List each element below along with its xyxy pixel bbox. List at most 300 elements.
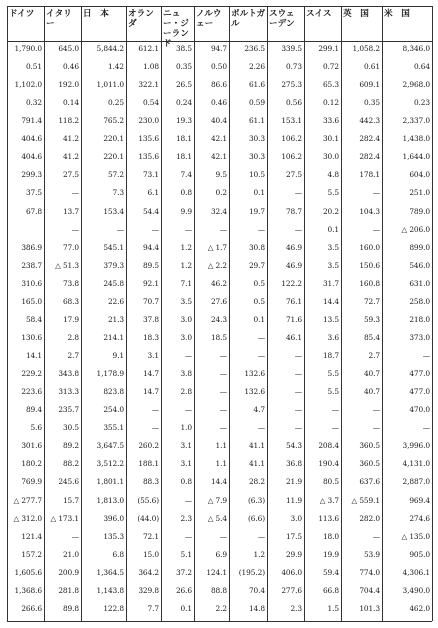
table-cell: 41.2 (62, 152, 79, 162)
table-cell: — (116, 224, 124, 234)
table-cell: 104.3 (359, 206, 380, 216)
table-cell: 27.5 (62, 170, 79, 180)
table-cell: 774.0 (359, 567, 380, 577)
table-cell: — (422, 423, 430, 433)
row-rule (7, 621, 432, 622)
table-cell: 22.6 (107, 296, 124, 306)
table-cell: 58.4 (25, 314, 42, 324)
table-cell: — (71, 224, 79, 234)
table-cell: 214.1 (103, 332, 124, 342)
table-cell: 0.73 (285, 62, 302, 72)
table-cell: 0.5 (253, 278, 265, 288)
table-cell: — (151, 405, 159, 415)
table-cell: — (294, 423, 302, 433)
table-cell: △ 3.7 (319, 495, 339, 505)
table-cell: 0.64 (413, 62, 430, 72)
table-cell: 30.8 (248, 242, 265, 252)
table-cell: 2.3 (180, 513, 192, 523)
table-cell: — (71, 531, 79, 541)
table-cell: — (257, 224, 265, 234)
table-cell: 2,968.0 (402, 80, 430, 90)
table-cell: 545.1 (103, 242, 124, 252)
table-cell: 1.42 (107, 62, 124, 72)
table-cell: — (257, 531, 265, 541)
table-cell: 59.4 (322, 567, 339, 577)
table-cell: 899.0 (409, 242, 430, 252)
table-cell: (44.0) (137, 513, 159, 523)
table-cell: △ 51.3 (55, 260, 79, 270)
table-cell: 477.0 (409, 369, 430, 379)
table-cell: 130.6 (21, 332, 42, 342)
table-cell: 54.4 (142, 206, 159, 216)
table-cell: △ 2.2 (207, 260, 227, 270)
table-cell: 18.1 (175, 152, 192, 162)
table-cell: 379.3 (103, 260, 124, 270)
table-cell: 1,102.0 (14, 80, 42, 90)
table-cell: 28.2 (248, 477, 265, 487)
table-cell: — (184, 224, 192, 234)
table-cell: 118.2 (58, 116, 79, 126)
table-cell: 40.7 (363, 369, 380, 379)
table-cell: 299.1 (318, 44, 339, 53)
table-cell: 0.12 (322, 98, 339, 108)
table-cell: 329.8 (138, 585, 159, 595)
table-cell: 0.1 (327, 224, 339, 234)
table-cell: 404.6 (21, 152, 42, 162)
table-cell: 1,644.0 (402, 152, 430, 162)
table-cell: 61.6 (248, 80, 265, 90)
table-cell: 200.9 (58, 567, 79, 577)
table-cell: 37.2 (175, 567, 192, 577)
table-cell: 6.9 (215, 549, 227, 559)
table-cell: 86.6 (210, 80, 227, 90)
table-cell: — (257, 332, 265, 342)
table-cell: 41.2 (62, 134, 79, 144)
table-cell: 364.2 (138, 567, 159, 577)
table-cell: 70.4 (248, 585, 265, 595)
table-cell: 94.4 (142, 242, 159, 252)
column-header: スウェーデン (269, 9, 295, 29)
table-cell: 0.8 (180, 477, 192, 487)
table-cell: 3.8 (180, 369, 192, 379)
table-cell: 235.7 (58, 405, 79, 415)
table-cell: 29.9 (285, 549, 302, 559)
table-cell: 1,801.1 (96, 477, 124, 487)
table-cell: 89.2 (62, 441, 79, 451)
table-cell: 88.2 (62, 459, 79, 469)
table-cell: — (294, 369, 302, 379)
table-cell: 165.0 (21, 296, 42, 306)
column-header: オランダ (128, 9, 154, 29)
table-cell: 299.3 (21, 170, 42, 180)
table-cell: 18.0 (322, 531, 339, 541)
table-cell: 0.24 (175, 98, 192, 108)
table-cell: 101.3 (359, 603, 380, 613)
table-cell: 3.0 (290, 513, 302, 523)
table-cell: 0.50 (210, 62, 227, 72)
table-cell: △ 5.4 (207, 513, 227, 523)
table-cell: 41.1 (248, 441, 265, 451)
table-cell: — (294, 224, 302, 234)
table-cell: 245.8 (103, 278, 124, 288)
table-cell: 355.1 (103, 423, 124, 433)
table-cell: 89.4 (25, 405, 42, 415)
table-cell: 442.3 (359, 116, 380, 126)
table-cell: 76.1 (285, 296, 302, 306)
table-cell: 1,368.6 (14, 585, 42, 595)
table-cell: — (294, 351, 302, 361)
table-cell: 238.7 (21, 260, 42, 270)
table-cell: 73.8 (62, 278, 79, 288)
table-cell: — (219, 351, 227, 361)
table-cell: 1,605.6 (14, 567, 42, 577)
table-cell (7, 223, 44, 237)
table-cell: 46.9 (285, 242, 302, 252)
table-cell: — (372, 423, 380, 433)
table-cell: 24.3 (210, 314, 227, 324)
table-cell: 0.61 (363, 62, 380, 72)
table-cell: 282.4 (359, 134, 380, 144)
table-cell: 3.0 (180, 314, 192, 324)
table-cell: 70.7 (142, 296, 159, 306)
table-cell: 282.0 (359, 513, 380, 523)
table-cell: 3.5 (180, 296, 192, 306)
table-cell: 54.3 (285, 441, 302, 451)
table-cell: — (331, 423, 339, 433)
table-cell: 26.6 (175, 585, 192, 595)
table-cell: 313.3 (58, 387, 79, 397)
table-cell: 386.9 (21, 242, 42, 252)
table-cell: 30.3 (248, 152, 265, 162)
table-cell: 21.0 (62, 549, 79, 559)
column-rule (432, 6, 433, 621)
table-cell: 282.4 (359, 152, 380, 162)
table-cell: 260.2 (138, 441, 159, 451)
table-cell: 5.5 (327, 369, 339, 379)
table-cell: 15.7 (62, 495, 79, 505)
table-cell: 8,346.0 (402, 44, 430, 53)
table-cell: 9.5 (215, 170, 227, 180)
table-cell: 135.6 (138, 134, 159, 144)
table-cell: — (294, 188, 302, 198)
table-cell: 5,844.2 (96, 44, 124, 53)
table-cell: 7.1 (180, 278, 192, 288)
table-cell: 6.8 (112, 549, 124, 559)
table-cell: 1,011.0 (96, 80, 124, 90)
table-cell: △ 206.0 (401, 224, 430, 234)
table-cell: 9.1 (112, 351, 124, 361)
table-cell: 26.5 (175, 80, 192, 90)
table-cell: 85.4 (363, 332, 380, 342)
table-cell: 266.6 (21, 603, 42, 613)
table-cell: 14.4 (322, 296, 339, 306)
table-cell: 220.1 (103, 152, 124, 162)
table-cell: 17.9 (62, 314, 79, 324)
table-cell: 5.5 (327, 387, 339, 397)
table-cell: 192.0 (58, 80, 79, 90)
table-cell: 251.0 (409, 188, 430, 198)
table-cell: 462.0 (409, 603, 430, 613)
table-cell: 27.5 (285, 170, 302, 180)
table-cell: 153.4 (103, 206, 124, 216)
table-cell: 135.3 (103, 531, 124, 541)
table-cell: 30.1 (322, 134, 339, 144)
table-cell: 29.7 (248, 260, 265, 270)
table-cell: 404.6 (21, 134, 42, 144)
table-cell: 1.2 (180, 242, 192, 252)
table-cell: 0.1 (180, 603, 192, 613)
table-cell: 41.1 (248, 459, 265, 469)
table-cell: 88.3 (142, 477, 159, 487)
table-cell: — (372, 224, 380, 234)
table-cell: 36.8 (285, 459, 302, 469)
table-cell: 0.14 (62, 98, 79, 108)
table-cell: 4,131.0 (402, 459, 430, 469)
table-cell: 612.1 (138, 44, 159, 53)
table-cell: 40.7 (363, 387, 380, 397)
table-cell: 0.8 (180, 188, 192, 198)
table-cell: 30.5 (62, 423, 79, 433)
column-header: スイス (306, 9, 332, 19)
table-cell: 157.2 (21, 549, 42, 559)
table-cell: 0.25 (107, 98, 124, 108)
table-cell: △ 7.9 (207, 495, 227, 505)
table-cell: 2.3 (290, 603, 302, 613)
table-cell: 791.4 (21, 116, 42, 126)
table-cell: (195.2) (238, 567, 265, 577)
table-cell: 17.5 (285, 531, 302, 541)
table-cell: — (372, 405, 380, 415)
table-cell: 4.8 (327, 170, 339, 180)
table-cell: 277.6 (281, 585, 302, 595)
table-cell: △ 135.0 (401, 531, 430, 541)
table-cell: 0.54 (142, 98, 159, 108)
table-cell: 18.1 (175, 134, 192, 144)
table-cell: 30.0 (322, 152, 339, 162)
table-cell: 0.2 (215, 188, 227, 198)
table-cell: 4.7 (253, 405, 265, 415)
table-cell: 150.6 (359, 260, 380, 270)
table-cell: 1.1 (215, 459, 227, 469)
table-cell: 604.0 (409, 170, 430, 180)
table-cell: 1.2 (253, 549, 265, 559)
table-cell: 3,647.5 (96, 441, 124, 451)
table-cell: (6.3) (247, 495, 265, 505)
table-cell: — (219, 224, 227, 234)
table-cell: 42.1 (210, 152, 227, 162)
table-cell: 343.8 (58, 369, 79, 379)
table-cell: 0.5 (253, 296, 265, 306)
table-cell: 5.5 (327, 188, 339, 198)
table-cell: 4,306.1 (402, 567, 430, 577)
table-cell: 40.4 (210, 116, 227, 126)
table-cell: 106.2 (281, 152, 302, 162)
table-cell: 1,058.2 (352, 44, 380, 53)
table-cell: — (184, 405, 192, 415)
table-cell: 0.72 (322, 62, 339, 72)
table-cell: — (294, 387, 302, 397)
table-cell: 19.7 (248, 206, 265, 216)
table-cell: 223.6 (21, 387, 42, 397)
table-cell: 1,813.0 (96, 495, 124, 505)
table-cell: 7.4 (180, 170, 192, 180)
table-cell: 2.8 (67, 332, 79, 342)
table-cell: (6.6) (247, 513, 265, 523)
table-cell: — (219, 405, 227, 415)
table-cell: 1.1 (215, 441, 227, 451)
table-cell: 477.0 (409, 387, 430, 397)
table-cell: 905.0 (409, 549, 430, 559)
table-cell: 30.3 (248, 134, 265, 144)
table-cell: 637.6 (359, 477, 380, 487)
table-cell: 61.1 (248, 116, 265, 126)
table-cell: 360.5 (359, 459, 380, 469)
table-cell: 245.6 (58, 477, 79, 487)
table-cell: 92.1 (142, 278, 159, 288)
table-cell: 3.5 (327, 260, 339, 270)
table-cell: 38.5 (175, 44, 192, 53)
table-cell: 3.1 (147, 351, 159, 361)
table-cell: 220.1 (103, 134, 124, 144)
table-cell: 1,143.8 (96, 585, 124, 595)
table-cell: 18.5 (210, 332, 227, 342)
table-cell: 0.32 (25, 98, 42, 108)
table-cell: 3,512.2 (96, 459, 124, 469)
table-cell: 31.7 (322, 278, 339, 288)
table-cell: 18.3 (142, 332, 159, 342)
table-cell: 310.6 (21, 278, 42, 288)
table-cell: 68.3 (62, 296, 79, 306)
table-cell: 190.4 (318, 459, 339, 469)
table-cell: 704.4 (359, 585, 380, 595)
table-cell: 19.9 (322, 549, 339, 559)
column-header: 日 本 (83, 9, 109, 19)
table-cell: 645.0 (58, 44, 79, 53)
table-cell: 124.1 (206, 567, 227, 577)
table-cell: △ 277.7 (13, 495, 42, 505)
table-cell: 13.5 (322, 314, 339, 324)
table-cell: 67.8 (25, 206, 42, 216)
table-cell: 132.6 (244, 369, 265, 379)
table-cell: 1.08 (142, 62, 159, 72)
table-cell: △ 1.7 (207, 242, 227, 252)
table-cell: 178.1 (359, 170, 380, 180)
table-cell: 46.2 (210, 278, 227, 288)
table-cell: 3,490.0 (402, 585, 430, 595)
table-cell: 65.3 (322, 80, 339, 90)
table-cell: — (372, 531, 380, 541)
table-cell: 2.7 (368, 351, 380, 361)
table-cell: 546.0 (409, 260, 430, 270)
table-cell: 135.6 (138, 152, 159, 162)
table-cell: 0.56 (285, 98, 302, 108)
table-cell: 20.2 (322, 206, 339, 216)
table-cell: 89.8 (62, 603, 79, 613)
table-cell: 0.46 (210, 98, 227, 108)
table-cell: 122.8 (103, 603, 124, 613)
table-cell: 823.8 (103, 387, 124, 397)
table-cell: 208.4 (318, 441, 339, 451)
table-cell: 254.0 (103, 405, 124, 415)
column-header: ノルウェー (196, 9, 222, 29)
table-cell: 396.0 (103, 513, 124, 523)
table-cell: — (151, 224, 159, 234)
table-cell: 46.1 (285, 332, 302, 342)
table-cell: 470.0 (409, 405, 430, 415)
table-cell: 188.1 (138, 459, 159, 469)
column-header: ドイツ (9, 9, 35, 19)
table-cell: 19.3 (175, 116, 192, 126)
statistics-table (7, 6, 432, 621)
table-cell: — (219, 531, 227, 541)
table-cell: 106.2 (281, 134, 302, 144)
table-cell: 153.1 (281, 116, 302, 126)
table-cell: 322.1 (138, 80, 159, 90)
table-cell: — (372, 188, 380, 198)
table-cell: 33.6 (322, 116, 339, 126)
table-cell: 13.7 (62, 206, 79, 216)
column-header: 英 国 (343, 9, 369, 19)
table-cell: 2.8 (180, 387, 192, 397)
table-cell: 218.0 (409, 314, 430, 324)
table-cell: 2.7 (67, 351, 79, 361)
table-cell: 72.1 (142, 531, 159, 541)
table-cell: 14.1 (25, 351, 42, 361)
table-cell: 1.0 (180, 423, 192, 433)
table-cell: △ 173.1 (50, 513, 79, 523)
table-cell: — (71, 188, 79, 198)
table-cell: 9.9 (180, 206, 192, 216)
table-cell: 2.26 (248, 62, 265, 72)
table-cell: 765.2 (103, 116, 124, 126)
table-cell: — (184, 495, 192, 505)
table-cell: 969.4 (409, 495, 430, 505)
table-cell: 406.0 (281, 567, 302, 577)
table-cell: 37.5 (25, 188, 42, 198)
table-cell: 0.35 (175, 62, 192, 72)
table-cell: 339.5 (281, 44, 302, 53)
table-cell: △ 559.1 (351, 495, 380, 505)
table-cell: 2.2 (215, 603, 227, 613)
table-cell: 7.7 (147, 603, 159, 613)
table-cell: 18.7 (322, 351, 339, 361)
table-cell: 1,790.0 (14, 44, 42, 53)
table-cell: 53.9 (363, 549, 380, 559)
table-cell: 609.1 (359, 80, 380, 90)
table-cell: 769.9 (21, 477, 42, 487)
table-cell: 0.59 (248, 98, 265, 108)
table-cell: 360.5 (359, 441, 380, 451)
table-cell: 80.5 (322, 477, 339, 487)
table-cell: — (257, 423, 265, 433)
table-cell: 88.8 (210, 585, 227, 595)
table-cell: 15.0 (142, 549, 159, 559)
table-cell: 11.9 (285, 495, 302, 505)
table-cell: 77.0 (62, 242, 79, 252)
table-cell: 0.1 (253, 188, 265, 198)
table-cell: 14.4 (210, 477, 227, 487)
table-cell: 21.9 (285, 477, 302, 487)
table-cell: 73.1 (142, 170, 159, 180)
column-header: ポルトガル (231, 9, 266, 29)
table-cell: 180.2 (21, 459, 42, 469)
table-cell: — (257, 351, 265, 361)
table-cell: 3.1 (180, 441, 192, 451)
table-cell: 3.0 (180, 332, 192, 342)
table-cell: 71.6 (285, 314, 302, 324)
table-cell: 122.2 (281, 278, 302, 288)
table-cell: 1,364.5 (96, 567, 124, 577)
